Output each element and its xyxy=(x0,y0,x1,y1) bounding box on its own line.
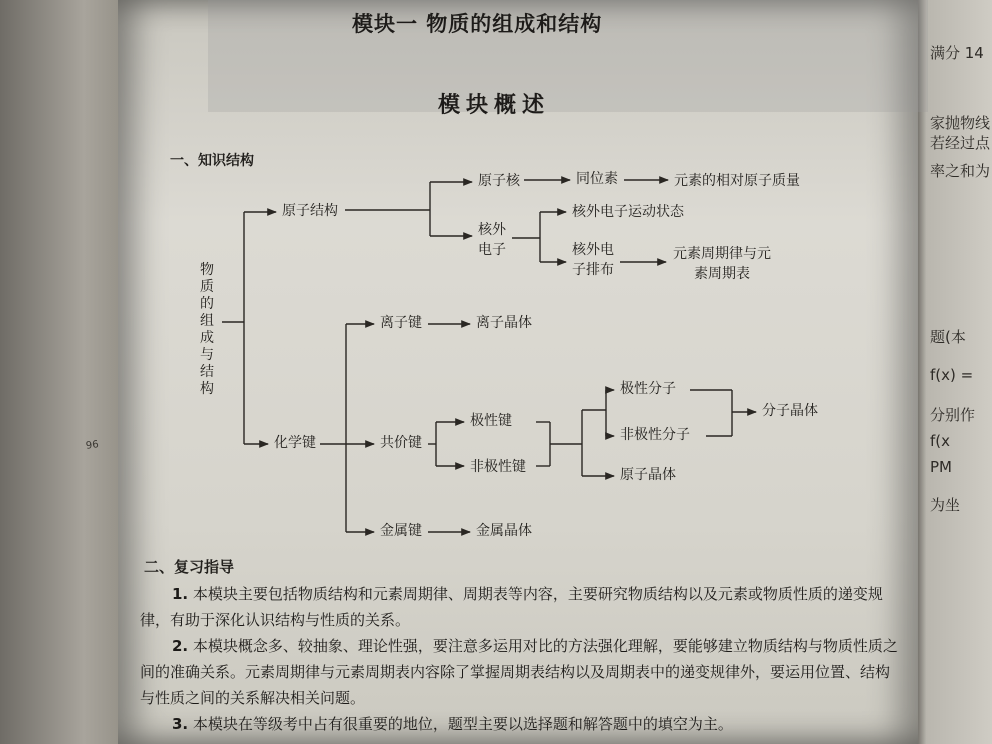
left-page-number: 96 xyxy=(85,439,100,452)
paragraph-text: 本模块概念多、较抽象、理论性强，要注意多运用对比的方法强化理解，要能够建立物质结构与物质性质之间的准确关系。元素周期律与元素周期表内容除了掌握周期表结构以及周期表中的递变规律外，要运用位置、结构与性质之间的关系解决相关问题。 xyxy=(140,637,898,707)
node-polar-molecule: 极性分子 xyxy=(620,381,676,397)
paragraph-text: 本模块主要包括物质结构和元素周期律、周期表等内容，主要研究物质结构以及元素或物质性质的递变规律，有助于深化认识结构与性质的关系。 xyxy=(140,585,883,629)
right-snippet: f(x xyxy=(930,432,951,450)
guide-paragraph-1 xyxy=(140,581,900,633)
right-snippet: 家抛物线 xyxy=(930,114,991,132)
node-metallic-crystal: 金属晶体 xyxy=(476,523,532,539)
node-metallic-bond: 金属键 xyxy=(380,523,422,539)
node-nucleus: 原子核 xyxy=(478,173,520,189)
node-atomic-crystal: 原子晶体 xyxy=(620,467,676,483)
node-nonpolar-bond: 非极性键 xyxy=(470,459,526,475)
paragraph-text: 本模块在等级考中占有很重要的地位，题型主要以选择题和解答题中的填空为主。 xyxy=(192,715,733,733)
node-isotope: 同位素 xyxy=(576,171,618,187)
right-snippet: 分别作 xyxy=(930,406,976,424)
node-ionic-crystal: 离子晶体 xyxy=(476,315,532,331)
section-knowledge-structure-heading: 一、知识结构 xyxy=(170,153,254,169)
node-periodic-law-table: 元素周期律与元素周期表 xyxy=(673,246,771,282)
overview-title: 模块概述 xyxy=(438,93,551,118)
node-outer-electrons: 核外电子 xyxy=(478,222,506,258)
node-ionic-bond: 离子键 xyxy=(380,315,422,331)
section-review-guide-heading: 二、复习指导 xyxy=(144,558,235,576)
right-snippet: 满分 14 xyxy=(930,44,984,62)
node-electron-configuration: 核外电子排布 xyxy=(572,242,614,278)
node-chemical-bond: 化学键 xyxy=(274,435,316,451)
root-node-substance-composition: 物质的组成与结构 xyxy=(200,262,214,397)
node-polar-bond: 极性键 xyxy=(470,413,512,429)
right-snippet: PM xyxy=(930,458,952,476)
node-covalent-bond: 共价键 xyxy=(380,435,422,451)
paragraph-number: 3. xyxy=(172,715,189,733)
paragraph-number: 1. xyxy=(172,585,189,603)
right-snippet: 为坐 xyxy=(930,496,961,514)
right-snippet: 题(本 xyxy=(930,328,966,346)
node-electron-motion-state: 核外电子运动状态 xyxy=(572,204,684,220)
guide-paragraph-3 xyxy=(140,711,900,737)
node-atom-structure: 原子结构 xyxy=(282,203,338,219)
node-molecular-crystal: 分子晶体 xyxy=(762,403,818,419)
module-title: 模块一 物质的组成和结构 xyxy=(352,12,603,36)
guide-paragraph-2 xyxy=(140,633,900,711)
right-snippet: 率之和为 xyxy=(930,162,991,180)
right-snippet: f(x) = xyxy=(930,366,974,384)
node-nonpolar-molecule: 非极性分子 xyxy=(620,427,690,443)
node-relative-atomic-mass: 元素的相对原子质量 xyxy=(674,173,800,189)
paragraph-number: 2. xyxy=(172,637,189,655)
right-snippet: 若经过点 xyxy=(930,134,991,152)
